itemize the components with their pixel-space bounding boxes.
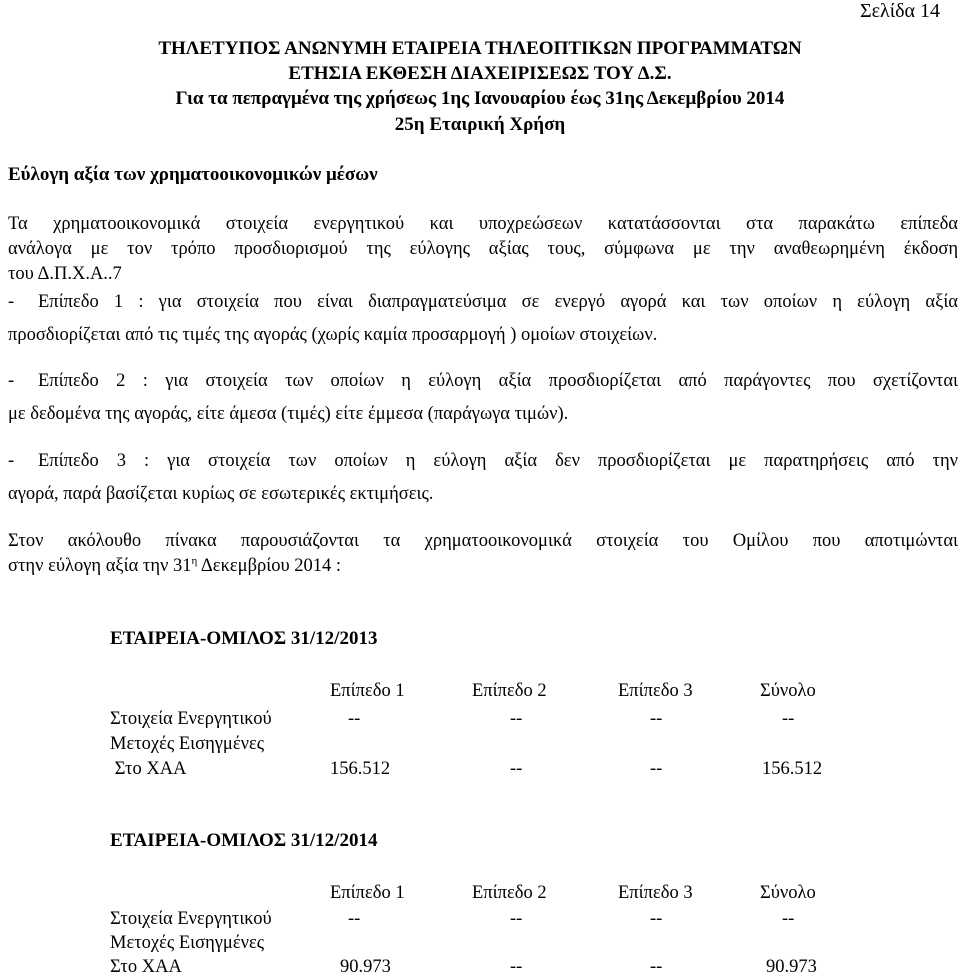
section-title: Εύλογη αξία των χρηματοοικονομικών μέσων [8, 164, 378, 185]
header-company-name: ΤΗΛΕΤΥΠΟΣ ΑΝΩΝΥΜΗ ΕΤΑΙΡΕΙΑ ΤΗΛΕΟΠΤΙΚΩΝ ΠΡΟΓΡΑΜΜΑΤΩΝ [158, 38, 802, 59]
bullet-line: αγορά, παρά βασίζεται κυρίως σε εσωτερικές εκτιμήσεις. [8, 484, 434, 504]
table-cell: -- [510, 709, 523, 729]
bullet-line: Επίπεδο 1 : για στοιχεία που είναι διαπραγματεύσιμα σε ενεργό αγορά και των οποίων η εύλογη αξία [38, 292, 958, 312]
column-header: Επίπεδο 3 [618, 681, 693, 701]
column-header: Επίπεδο 3 [618, 883, 693, 903]
bullet-level-2 [8, 369, 958, 439]
summary-text: στην εύλογη αξία την 31 [8, 556, 192, 576]
page-number: Σελίδα 14 [859, 0, 940, 22]
summary-paragraph [8, 529, 958, 579]
table-cell: -- [510, 957, 523, 977]
bullet-line: Επίπεδο 2 : για στοιχεία των οποίων η εύλογη αξία προσδιορίζεται από παράγοντες που σχετίζονται [38, 371, 958, 391]
table-cell: -- [650, 909, 663, 929]
bullet-dash: - [8, 451, 15, 471]
bullet-dash: - [8, 292, 15, 312]
bullet-line: Επίπεδο 3 : για στοιχεία των οποίων η εύλογη αξία δεν προσδιορίζεται με παρατηρήσεις από την [38, 451, 958, 471]
row-label: Στο ΧΑΑ [110, 759, 187, 779]
intro-line: του Δ.Π.Χ.Α..7 [8, 264, 122, 284]
table-cell: -- [782, 709, 795, 729]
ordinal-superscript: η [191, 554, 198, 567]
column-header: Επίπεδο 1 [330, 681, 405, 701]
column-header: Επίπεδο 2 [472, 883, 547, 903]
table-cell: 156.512 [330, 759, 391, 779]
table-cell: -- [348, 909, 361, 929]
bullet-dash: - [8, 371, 15, 391]
bullet-line: με δεδομένα της αγοράς, είτε άμεσα (τιμές) είτε έμμεσα (παράγωγα τιμών). [8, 404, 569, 424]
summary-text: Δεκεμβρίου 2014 : [197, 556, 341, 576]
table-cell: 156.512 [762, 759, 823, 779]
column-header: Σύνολο [760, 883, 816, 903]
table-cell: -- [510, 759, 523, 779]
row-label: Στοιχεία Ενεργητικού [110, 709, 272, 729]
table-cell: 90.973 [340, 957, 391, 977]
header-fiscal-year: 25η Εταιρική Χρήση [394, 114, 566, 135]
table-cell: 90.973 [766, 957, 817, 977]
table-cell: -- [510, 909, 523, 929]
intro-line: Τα χρηματοοικονομικά στοιχεία ενεργητικού και υποχρεώσεων κατατάσσονται στα παρακάτω επίπεδα [8, 214, 958, 234]
table-cell: -- [650, 759, 663, 779]
table-cell: -- [348, 709, 361, 729]
table-cell: -- [650, 709, 663, 729]
bullet-level-3 [8, 449, 958, 519]
summary-line [8, 554, 958, 579]
header-report-title: ΕΤΗΣΙΑ ΕΚΘΕΣΗ ΔΙΑΧΕΙΡΙΣΕΩΣ ΤΟΥ Δ.Σ. [288, 63, 672, 84]
row-label: Στο ΧΑΑ [110, 957, 182, 977]
table-cell: -- [650, 957, 663, 977]
summary-line: Στον ακόλουθο πίνακα παρουσιάζονται τα χρηματοοικονομικά στοιχεία του Ομίλου που αποτιμώνται [8, 531, 958, 551]
bullet-line: προσδιορίζεται από τις τιμές της αγοράς (χωρίς καμία προσαρμογή ) ομοίων στοιχείων. [8, 325, 658, 345]
row-label: Μετοχές Εισηγμένες [110, 734, 265, 754]
column-header: Επίπεδο 2 [472, 681, 547, 701]
row-label: Μετοχές Εισηγμένες [110, 933, 265, 953]
column-header: Επίπεδο 1 [330, 883, 405, 903]
header-period: Για τα πεπραγμένα της χρήσεως 1ης Ιανουαρίου έως 31ης Δεκεμβρίου 2014 [175, 88, 785, 109]
column-header: Σύνολο [760, 681, 816, 701]
intro-paragraph [8, 212, 958, 287]
intro-line: ανάλογα με τον τρόπο προσδιορισμού της εύλογης αξίας τους, σύμφωνα με την αναθεωρημένη έκδοση [8, 239, 958, 259]
bullet-level-1 [8, 290, 958, 360]
table-cell: -- [782, 909, 795, 929]
table-title-2014: ΕΤΑΙΡΕΙΑ-ΟΜΙΛΟΣ 31/12/2014 [110, 830, 378, 851]
row-label: Στοιχεία Ενεργητικού [110, 909, 272, 929]
table-title-2013: ΕΤΑΙΡΕΙΑ-ΟΜΙΛΟΣ 31/12/2013 [110, 628, 378, 649]
